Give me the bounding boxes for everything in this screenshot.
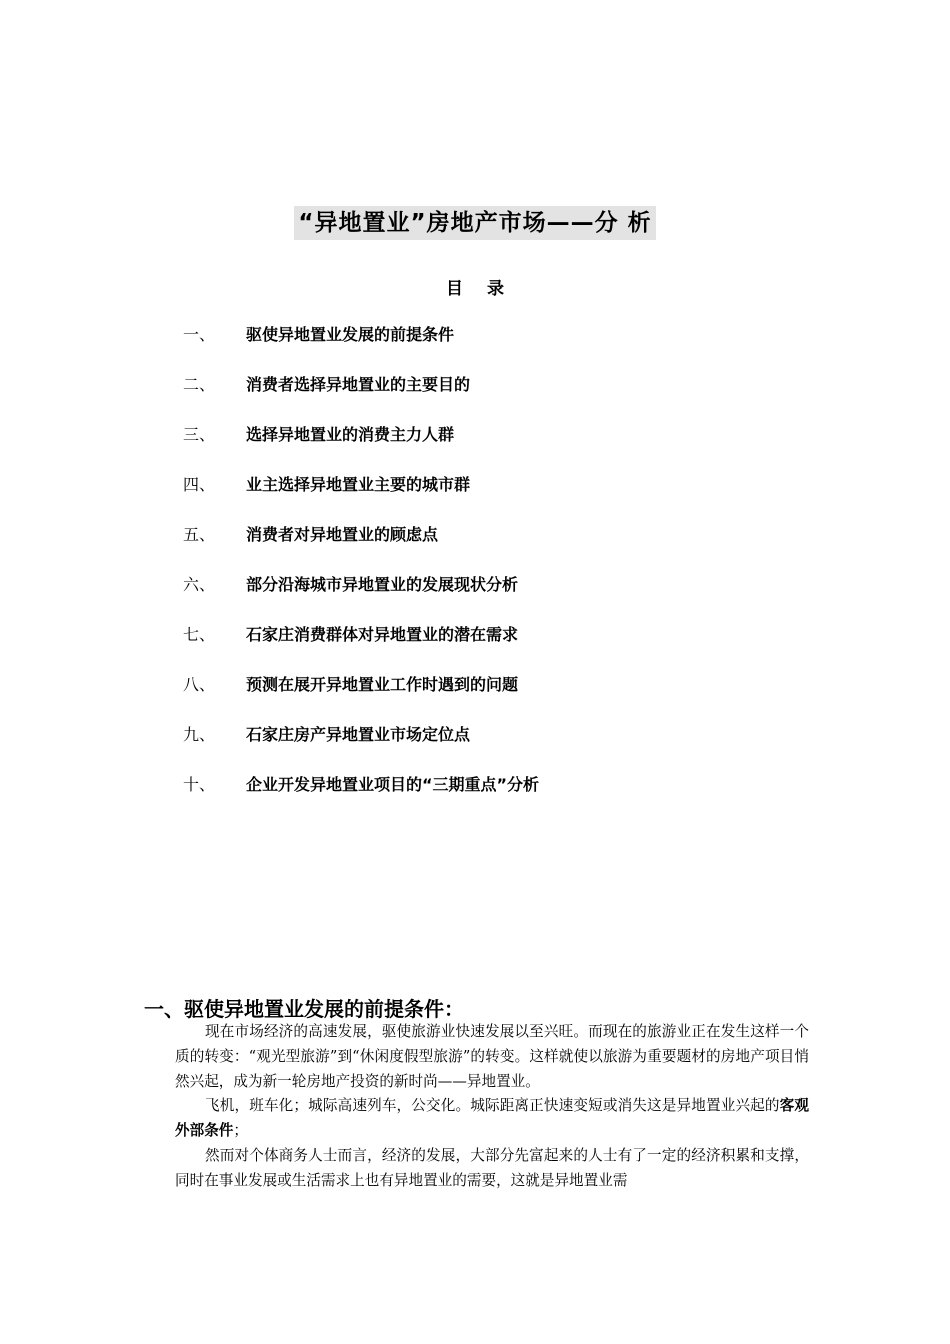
toc-item bbox=[0, 672, 950, 722]
toc-item-text: 选择异地置业的消费主力人群 bbox=[246, 425, 455, 444]
toc-item-number: 六、 bbox=[183, 575, 216, 594]
toc-item bbox=[0, 772, 950, 822]
toc-item-text: 预测在展开异地置业工作时遇到的问题 bbox=[246, 675, 519, 694]
paragraph-text: 飞机，班车化；城际高速列车，公交化。城际距离正快速变短或消失这是异地置业兴起的 bbox=[205, 1097, 780, 1115]
emphasized-text: 客观外部条件 bbox=[175, 1097, 809, 1140]
toc-item-number: 七、 bbox=[183, 625, 216, 644]
toc-item bbox=[0, 472, 950, 522]
paragraph bbox=[175, 1094, 809, 1144]
toc-item-number: 二、 bbox=[183, 375, 216, 394]
toc-item-text: 企业开发异地置业项目的“三期重点”分析 bbox=[246, 775, 540, 794]
toc-heading: 目录 bbox=[446, 279, 528, 299]
toc-item-text: 石家庄消费群体对异地置业的潜在需求 bbox=[246, 625, 519, 644]
toc-item-number: 一、 bbox=[183, 325, 216, 344]
title-wrapper bbox=[0, 206, 950, 240]
paragraph: 现在市场经济的高速发展，驱使旅游业快速发展以至兴旺。而现在的旅游业正在发生这样一个质的转变：“观光型旅游”到“休闲度假型旅游”的转变。这样就使以旅游为重要题材的房地产项目悄然兴起，成为新一轮房地产投资的新时尚——异地置业。 bbox=[175, 1023, 809, 1090]
toc-item-text: 石家庄房产异地置业市场定位点 bbox=[246, 725, 471, 744]
toc-item bbox=[0, 372, 950, 422]
toc-item bbox=[0, 722, 950, 772]
toc-item-text: 业主选择异地置业主要的城市群 bbox=[246, 475, 471, 494]
toc-item bbox=[0, 322, 950, 372]
section-heading: 一、驱使异地置业发展的前提条件： bbox=[144, 997, 464, 1021]
toc-item bbox=[0, 572, 950, 622]
toc-item-text: 消费者对异地置业的顾虑点 bbox=[246, 525, 439, 544]
paragraph-text: ； bbox=[233, 1122, 248, 1140]
toc-item bbox=[0, 422, 950, 472]
toc-item-number: 八、 bbox=[183, 675, 216, 694]
toc-item bbox=[0, 522, 950, 572]
toc-item-number: 十、 bbox=[183, 775, 216, 794]
paragraph: 然而对个体商务人士而言，经济的发展，大部分先富起来的人士有了一定的经济积累和支撑，同时在事业发展或生活需求上也有异地置业的需要，这就是异地置业需 bbox=[175, 1146, 809, 1189]
toc-item-number: 五、 bbox=[183, 525, 216, 544]
toc-item-number: 四、 bbox=[183, 475, 216, 494]
toc-item-number: 三、 bbox=[183, 425, 216, 444]
toc-item-text: 驱使异地置业发展的前提条件 bbox=[246, 325, 455, 344]
toc-item-number: 九、 bbox=[183, 725, 216, 744]
toc-item-text: 部分沿海城市异地置业的发展现状分析 bbox=[246, 575, 519, 594]
toc-item-text: 消费者选择异地置业的主要目的 bbox=[246, 375, 471, 394]
document-title: “异地置业”房地产市场——分 析 bbox=[294, 206, 655, 240]
toc-item bbox=[0, 622, 950, 672]
section-body bbox=[175, 1020, 809, 1194]
table-of-contents bbox=[0, 322, 950, 822]
